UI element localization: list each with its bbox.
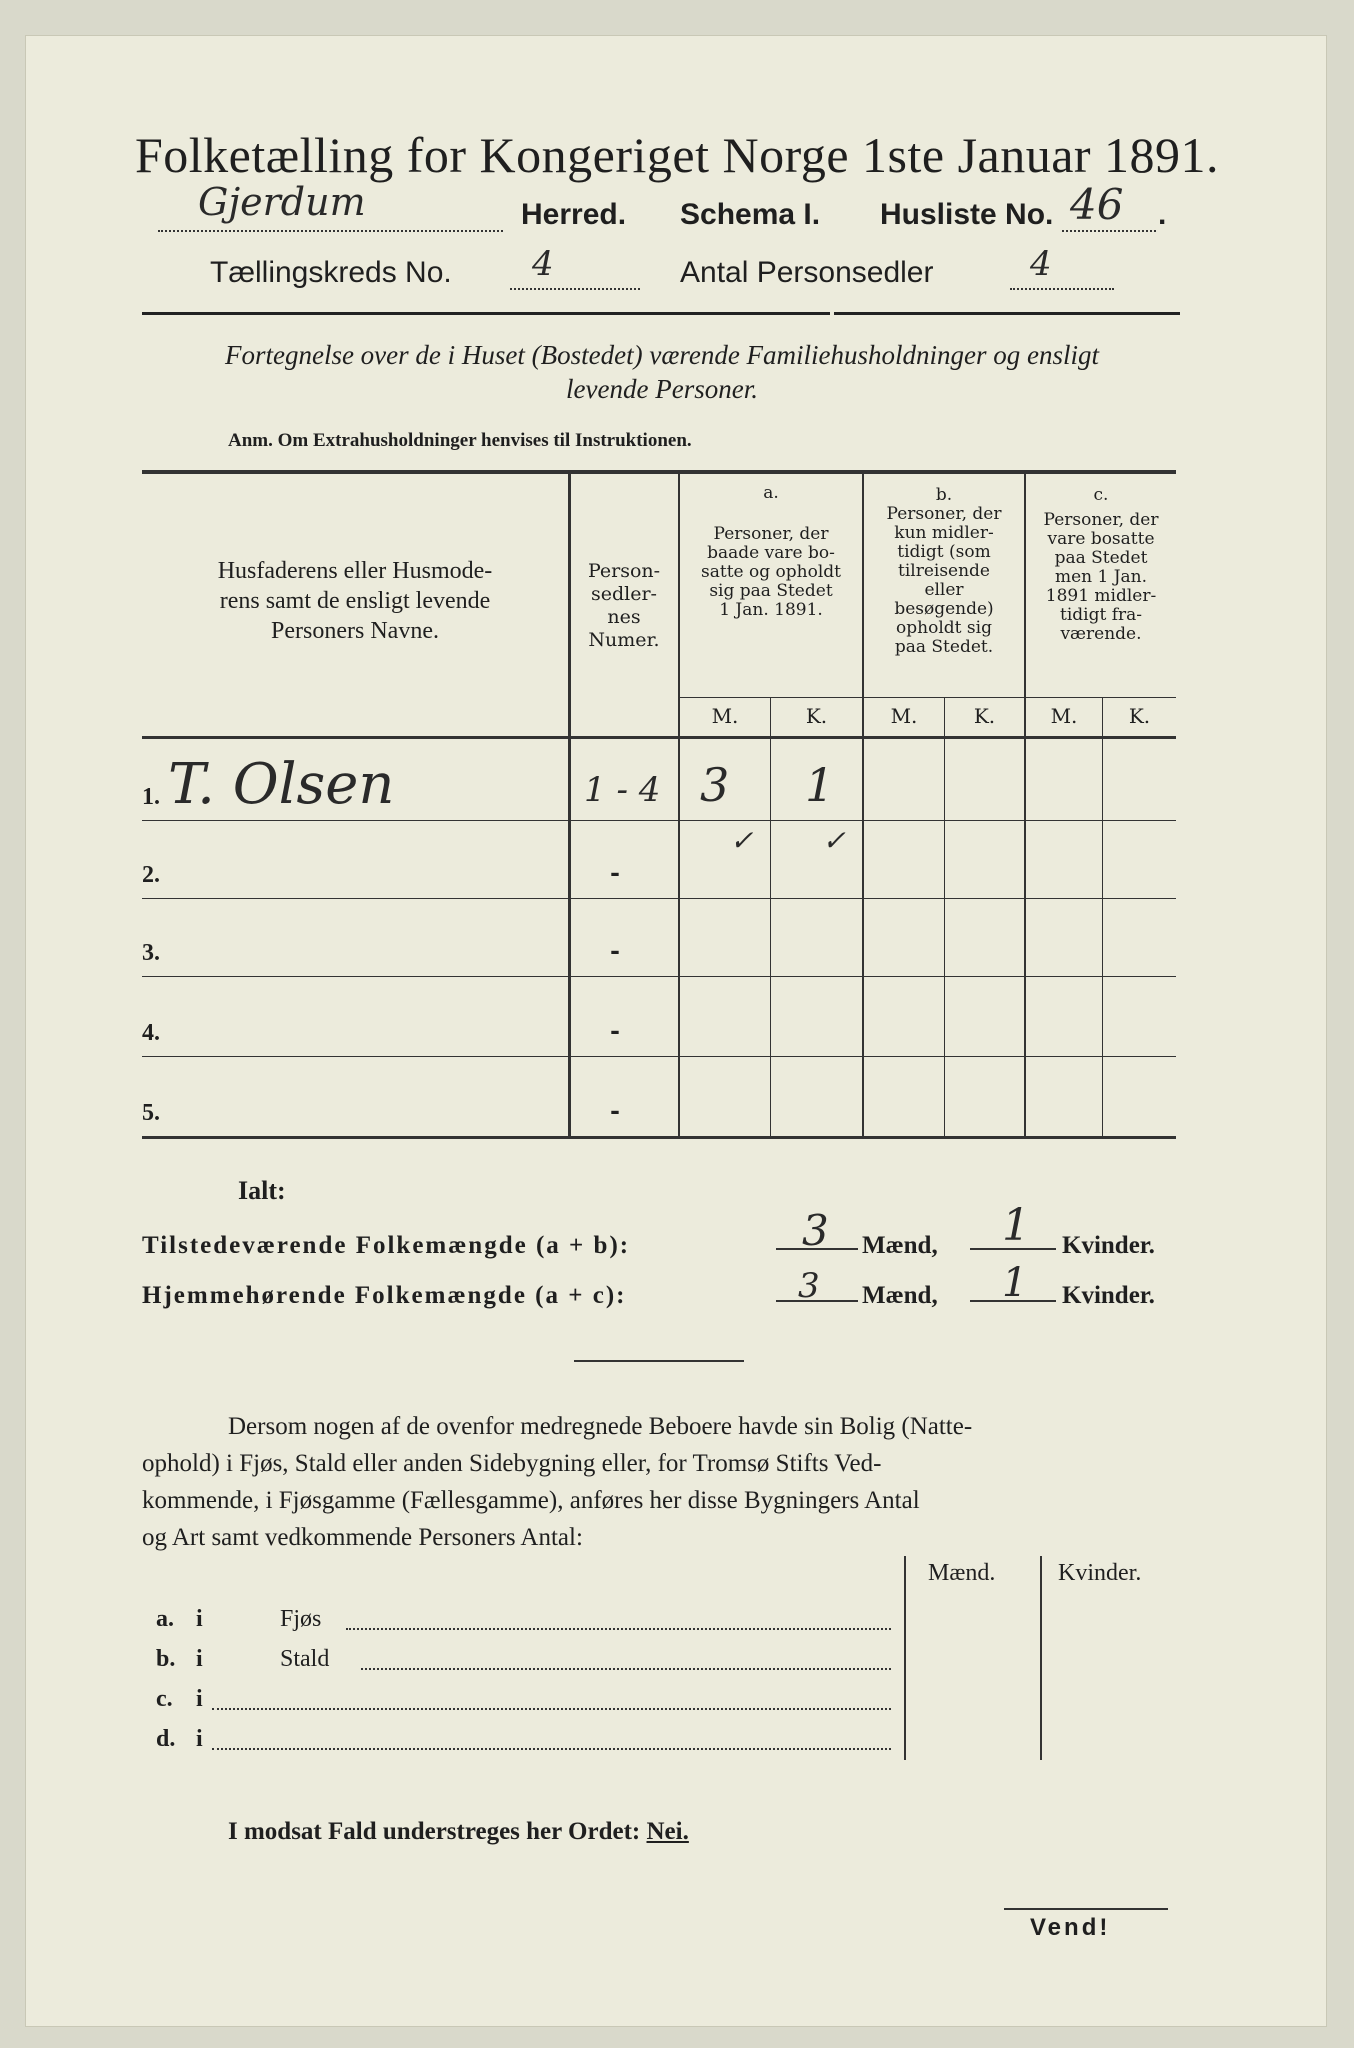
col-b-letter: b. xyxy=(935,485,953,505)
col-header-name xyxy=(150,556,560,646)
modsat-text xyxy=(228,1818,689,1846)
bolig-kvinder-header: Kvinder. xyxy=(1058,1560,1142,1586)
col-header-num-line: Numer. xyxy=(588,629,660,651)
bolig-maend-header: Mænd. xyxy=(928,1560,996,1586)
col-a-k: K. xyxy=(805,704,828,728)
hjemme-m-value: 3 xyxy=(798,1266,820,1306)
bolig-line: ophold) i Fjøs, Stald eller anden Sidebygning eller, for Tromsø Stifts Ved- xyxy=(142,1450,882,1477)
col-divider-a-mk xyxy=(770,697,771,1136)
vend-label: Vend! xyxy=(1030,1914,1111,1941)
col-b-line: opholdt sig xyxy=(896,618,992,638)
col-header-num-line: nes xyxy=(607,606,641,628)
col-header-b xyxy=(864,486,1024,657)
col-a-line: baade vare bo- xyxy=(707,543,835,563)
col-c-line: værende. xyxy=(1060,624,1142,644)
row-sedler: - xyxy=(610,858,620,887)
col-a-m: M. xyxy=(711,704,739,728)
col-header-num xyxy=(572,560,676,652)
col-b-line: kun midler- xyxy=(894,523,994,543)
col-b-line: eller xyxy=(924,580,964,600)
kreds-value: 4 xyxy=(532,244,554,284)
col-header-c xyxy=(1026,486,1176,644)
tilstede-label: Tilstedeværende Folkemængde (a + b): xyxy=(142,1232,631,1259)
row-number: 5. xyxy=(142,1100,160,1126)
antal-value: 4 xyxy=(1030,244,1052,284)
bolig-row-i: i xyxy=(196,1646,203,1672)
bolig-row-dots xyxy=(346,1628,891,1630)
row-a-k: 1 xyxy=(805,758,835,812)
nei-word: Nei. xyxy=(646,1818,689,1845)
col-c-letter: c. xyxy=(1093,485,1109,505)
header-rule-right xyxy=(834,312,1180,315)
col-header-name-line: Husfaderens eller Husmode- xyxy=(217,558,493,584)
bolig-paragraph xyxy=(142,1408,1178,1556)
col-b-k: K. xyxy=(973,704,996,728)
schema-label: Schema I. xyxy=(680,198,821,231)
col-c-line: Personer, der xyxy=(1043,510,1159,530)
row-sedler: - xyxy=(610,936,620,965)
tilstede-kvinder: Kvinder. xyxy=(1062,1232,1155,1259)
col-header-a xyxy=(680,484,862,620)
row-rule xyxy=(142,898,1176,899)
bolig-row-dots xyxy=(212,1708,891,1710)
col-c-m: M. xyxy=(1050,704,1078,728)
bolig-line: og Art samt vedkommende Personers Antal: xyxy=(142,1524,583,1551)
bolig-row-letter: c. xyxy=(156,1686,173,1712)
row-number: 1. xyxy=(142,784,160,810)
col-a-letter: a. xyxy=(763,483,779,503)
row-rule xyxy=(142,1056,1176,1057)
section-divider xyxy=(574,1360,744,1362)
form-title: Folketælling for Kongeriget Norge 1ste Januar 1891. xyxy=(134,127,1220,183)
row-number: 4. xyxy=(142,1020,160,1046)
modsat-label: I modsat Fald understreges her Ordet: xyxy=(228,1818,641,1845)
bolig-row-label: Fjøs xyxy=(280,1606,322,1632)
bolig-row-i: i xyxy=(196,1606,203,1632)
col-b-line: tidigt (som xyxy=(897,542,991,562)
bolig-row-fjos xyxy=(156,1606,896,1640)
col-b-m: M. xyxy=(890,704,918,728)
row-sedler: - xyxy=(610,1016,620,1045)
bolig-row-stald xyxy=(156,1646,896,1680)
husliste-period: . xyxy=(1158,198,1167,231)
row-a-m: 3 xyxy=(700,758,730,812)
col-b-line: paa Stedet. xyxy=(894,637,994,657)
intro-line1: Fortegnelse over de i Huset (Bostedet) værende Familiehusholdninger og ensligt xyxy=(224,340,1100,370)
col-header-name-line: rens samt de ensligt levende xyxy=(219,588,491,614)
col-c-line: men 1 Jan. xyxy=(1054,567,1148,587)
bolig-row-dots xyxy=(361,1668,891,1670)
row-number: 2. xyxy=(142,862,160,888)
col-b-line: Personer, der xyxy=(886,504,1002,524)
col-b-line: tilreisende xyxy=(897,561,990,581)
bolig-row-i: i xyxy=(196,1726,203,1752)
antal-label: Antal Personsedler xyxy=(680,256,934,289)
bolig-line: Dersom nogen af de ovenfor medregnede Beboere havde sin Bolig (Natte- xyxy=(228,1413,973,1440)
table-header-rule xyxy=(142,736,1176,739)
ialt-label: Ialt: xyxy=(238,1176,286,1205)
herred-field xyxy=(158,180,503,232)
col-a-line: 1 Jan. 1891. xyxy=(719,600,823,620)
col-header-num-line: Person- xyxy=(587,560,661,582)
col-divider-b-mk xyxy=(944,697,945,1136)
col-a-line: satte og opholdt xyxy=(701,562,841,582)
bolig-row-d xyxy=(156,1726,896,1760)
tilstede-k-value: 1 xyxy=(1002,1200,1030,1251)
col-a-line: sig paa Stedet xyxy=(709,581,833,601)
hjemme-maend: Mænd, xyxy=(862,1282,938,1309)
bolig-row-letter: a. xyxy=(156,1606,174,1632)
row-rule xyxy=(142,976,1176,977)
tilstede-maend: Mænd, xyxy=(862,1232,938,1259)
kreds-field xyxy=(510,244,640,290)
col-c-line: paa Stedet xyxy=(1054,548,1148,568)
row-sedler: 1 - 4 xyxy=(584,770,661,810)
husliste-field xyxy=(1062,180,1156,232)
bolig-row-c xyxy=(156,1686,896,1720)
antal-field xyxy=(1010,244,1114,290)
col-c-line: vare bosatte xyxy=(1047,529,1155,549)
anm-note: Anm. Om Extrahusholdninger henvises til Instruktionen. xyxy=(228,430,692,451)
header-rule-left xyxy=(142,312,830,315)
herred-value: Gjerdum xyxy=(198,180,366,224)
row-name: T. Olsen xyxy=(168,752,395,817)
hjemme-kvinder: Kvinder. xyxy=(1062,1282,1155,1309)
herred-label: Herred. xyxy=(521,198,627,231)
col-c-line: tidigt fra- xyxy=(1059,605,1142,625)
kreds-label: Tællingskreds No. xyxy=(210,256,452,289)
bolig-row-i: i xyxy=(196,1686,203,1712)
row-sedler: - xyxy=(610,1096,620,1125)
col-a-line: Personer, der xyxy=(713,524,829,544)
table-bottom-rule xyxy=(142,1136,1176,1139)
vend-rule xyxy=(1004,1908,1168,1910)
bolig-row-dots xyxy=(212,1748,891,1750)
col-c-line: 1891 midler- xyxy=(1045,586,1157,606)
hjemme-k-value: 1 xyxy=(1002,1260,1028,1306)
tilstede-m-value: 3 xyxy=(802,1206,829,1255)
row-rule xyxy=(142,820,1176,821)
col-header-num-line: sedler- xyxy=(591,583,657,605)
col-header-name-line: Personers Navne. xyxy=(271,618,439,644)
bolig-row-letter: b. xyxy=(156,1646,176,1672)
husliste-value: 46 xyxy=(1070,180,1124,229)
bolig-row-letter: d. xyxy=(156,1726,176,1752)
bolig-row-label: Stald xyxy=(280,1646,330,1672)
bolig-col-divider xyxy=(904,1556,906,1760)
row-number: 3. xyxy=(142,940,160,966)
table-top-rule xyxy=(142,470,1176,474)
bolig-col-divider xyxy=(1040,1556,1042,1760)
col-divider-c-mk xyxy=(1102,697,1103,1136)
intro-line2: levende Personer. xyxy=(566,374,758,404)
check-marks: ✓ ✓ xyxy=(730,824,876,857)
bolig-line: kommende, i Fjøsgamme (Fællesgamme), anføres her disse Bygningers Antal xyxy=(142,1487,920,1514)
col-b-line: besøgende) xyxy=(894,599,994,619)
col-c-k: K. xyxy=(1128,704,1151,728)
hjemme-label: Hjemmehørende Folkemængde (a + c): xyxy=(142,1282,627,1309)
col-divider-1 xyxy=(568,474,571,1136)
husliste-label: Husliste No. xyxy=(880,198,1054,231)
